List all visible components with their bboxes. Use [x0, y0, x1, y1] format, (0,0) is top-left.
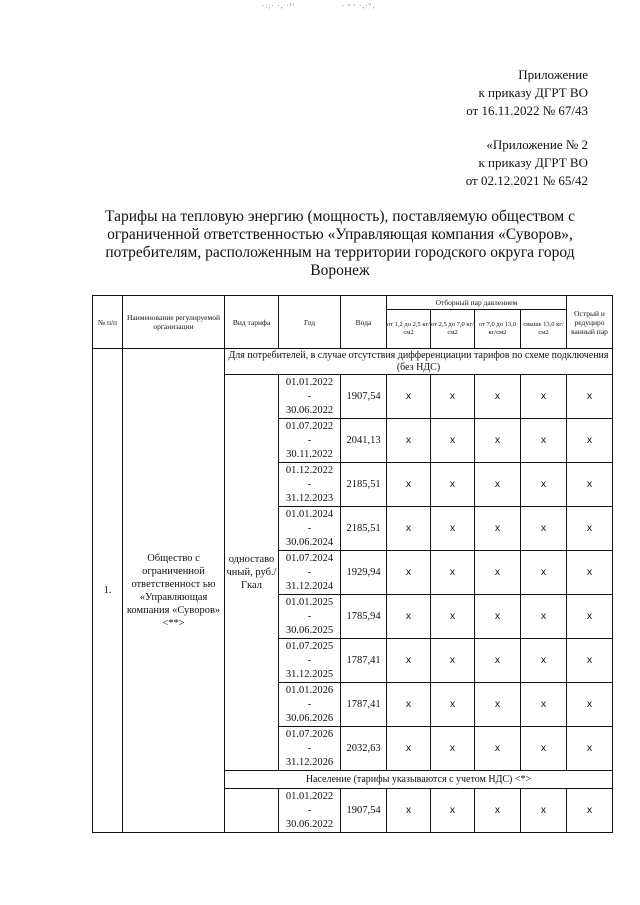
period-to: 31.12.2025 — [285, 668, 334, 680]
previous-order-date-number: от 02.12.2021 № 65/42 — [465, 173, 588, 188]
period-from: 01.01.2026 — [285, 684, 334, 696]
period-to: 31.12.2026 — [285, 756, 334, 768]
x-mark: x — [521, 507, 567, 551]
x-mark: x — [475, 789, 521, 833]
x-mark: x — [475, 639, 521, 683]
period-to: 30.06.2022 — [285, 818, 334, 830]
section-no-differentiation: Для потребителей, в случае отсутствия дифференциации тарифов по схеме подключения (без НДС) — [225, 349, 613, 375]
header-sharp-steam: Острый и редуциро ванный пар — [567, 296, 613, 349]
order-appendix-header — [466, 66, 588, 120]
appendix-label: Приложение — [518, 67, 588, 82]
x-mark: x — [521, 551, 567, 595]
x-mark: x — [431, 551, 475, 595]
x-mark: x — [567, 419, 613, 463]
period-dash: - — [307, 742, 312, 754]
x-mark: x — [431, 683, 475, 727]
water-tariff: 2032,63 — [341, 727, 387, 771]
period-from: 01.07.2024 — [285, 552, 334, 564]
header-tariff-type: Вид тарифа — [225, 296, 279, 349]
x-mark: x — [387, 507, 431, 551]
x-mark: x — [567, 727, 613, 771]
x-mark: x — [521, 683, 567, 727]
x-mark: x — [431, 419, 475, 463]
x-mark: x — [475, 375, 521, 419]
order-date-number: от 16.11.2022 № 67/43 — [466, 103, 588, 118]
period-from: 01.07.2025 — [285, 640, 334, 652]
period-from: 01.07.2026 — [285, 728, 334, 740]
header-number: № п/п — [93, 296, 123, 349]
period-from: 01.12.2022 — [285, 464, 334, 476]
scan-mark-right: · ᵃ ˢ ·,·°‚ — [342, 2, 376, 10]
x-mark: x — [387, 789, 431, 833]
period-to: 30.06.2024 — [285, 536, 334, 548]
x-mark: x — [475, 507, 521, 551]
period-from: 01.01.2022 — [285, 790, 334, 802]
x-mark: x — [567, 463, 613, 507]
water-tariff: 1787,41 — [341, 683, 387, 727]
x-mark: x — [431, 507, 475, 551]
x-mark: x — [431, 463, 475, 507]
header-steam-group: Отборный пар давлением — [387, 296, 567, 310]
period-dash: - — [307, 804, 312, 816]
period-cell — [279, 683, 341, 727]
period-cell — [279, 507, 341, 551]
header-water: Вода — [341, 296, 387, 349]
title-line: Тарифы на тепловую энергию (мощность), поставляемую обществом с — [105, 208, 575, 225]
period-dash: - — [307, 478, 312, 490]
period-cell — [279, 375, 341, 419]
period-dash: - — [307, 566, 312, 578]
x-mark: x — [387, 639, 431, 683]
row-number: 1. — [93, 349, 123, 833]
period-dash: - — [307, 610, 312, 622]
period-from: 01.01.2024 — [285, 508, 334, 520]
x-mark: x — [387, 419, 431, 463]
x-mark: x — [475, 727, 521, 771]
water-tariff: 1787,41 — [341, 639, 387, 683]
x-mark: x — [567, 595, 613, 639]
x-mark: x — [387, 683, 431, 727]
water-tariff: 2041,13 — [341, 419, 387, 463]
x-mark: x — [567, 639, 613, 683]
x-mark: x — [567, 375, 613, 419]
x-mark: x — [387, 551, 431, 595]
title-line: Воронеж — [310, 262, 370, 279]
order-reference: к приказу ДГРТ ВО — [478, 85, 588, 100]
x-mark: x — [521, 727, 567, 771]
x-mark: x — [431, 727, 475, 771]
period-cell — [279, 551, 341, 595]
previous-appendix-header — [466, 136, 588, 190]
x-mark: x — [431, 595, 475, 639]
x-mark: x — [387, 463, 431, 507]
x-mark: x — [475, 463, 521, 507]
x-mark: x — [387, 595, 431, 639]
period-dash: - — [307, 654, 312, 666]
water-tariff: 1929,94 — [341, 551, 387, 595]
x-mark: x — [567, 789, 613, 833]
period-from: 01.07.2022 — [285, 420, 334, 432]
previous-order-reference: к приказу ДГРТ ВО — [478, 155, 588, 170]
period-to: 30.11.2022 — [286, 448, 333, 460]
x-mark: x — [521, 595, 567, 639]
section-population: Население (тарифы указываются с учетом НДС) <*> — [225, 771, 613, 789]
water-tariff: 2185,51 — [341, 463, 387, 507]
period-to: 30.06.2025 — [285, 624, 334, 636]
period-cell — [279, 463, 341, 507]
period-cell — [279, 419, 341, 463]
x-mark: x — [387, 375, 431, 419]
x-mark: x — [475, 551, 521, 595]
header-year: Год — [279, 296, 341, 349]
title-line: ограниченной ответственностью «Управляющая компания «Суворов», — [107, 226, 573, 243]
period-dash: - — [307, 390, 312, 402]
period-from: 01.01.2025 — [285, 596, 334, 608]
x-mark: x — [521, 419, 567, 463]
tariff-type-empty — [225, 789, 279, 833]
x-mark: x — [521, 463, 567, 507]
period-dash: - — [307, 434, 312, 446]
title-line: потребителям, расположенным на территории городского округа город — [105, 244, 575, 261]
x-mark: x — [567, 507, 613, 551]
document-title — [105, 208, 575, 280]
water-tariff: 1907,54 — [341, 789, 387, 833]
x-mark: x — [475, 595, 521, 639]
header-organization: Наименование регулируемой организации — [123, 296, 225, 349]
water-tariff: 2185,51 — [341, 507, 387, 551]
water-tariff: 1785,94 — [341, 595, 387, 639]
appendix-2-label: «Приложение № 2 — [486, 137, 588, 152]
organization-name: Общество с ограниченной ответственност ью «Управляющая компания «Суворов» <**> — [123, 349, 225, 833]
tariff-type: одноставо чный, руб./Гкал — [225, 375, 279, 771]
scan-mark-left: ·:;· ·, ·¹ᴵ — [262, 2, 295, 10]
header-steam-1: от 1,2 до 2,5 кг/см2 — [387, 310, 431, 349]
period-to: 30.06.2026 — [285, 712, 334, 724]
x-mark: x — [521, 639, 567, 683]
header-steam-2: от 2,5 до 7,0 кг/см2 — [431, 310, 475, 349]
x-mark: x — [521, 789, 567, 833]
x-mark: x — [567, 683, 613, 727]
x-mark: x — [475, 419, 521, 463]
header-steam-3: от 7,0 до 13,0 кг/см2 — [475, 310, 521, 349]
period-cell — [279, 789, 341, 833]
water-tariff: 1907,54 — [341, 375, 387, 419]
period-to: 31.12.2024 — [285, 580, 334, 592]
x-mark: x — [431, 375, 475, 419]
x-mark: x — [431, 789, 475, 833]
header-steam-4: свыше 13,0 кг/см2 — [521, 310, 567, 349]
period-cell — [279, 639, 341, 683]
period-cell — [279, 727, 341, 771]
x-mark: x — [521, 375, 567, 419]
period-to: 31.12.2023 — [285, 492, 334, 504]
period-cell — [279, 595, 341, 639]
period-dash: - — [307, 698, 312, 710]
period-dash: - — [307, 522, 312, 534]
tariff-table — [92, 295, 613, 833]
period-to: 30.06.2022 — [285, 404, 334, 416]
x-mark: x — [431, 639, 475, 683]
x-mark: x — [475, 683, 521, 727]
x-mark: x — [567, 551, 613, 595]
x-mark: x — [387, 727, 431, 771]
period-from: 01.01.2022 — [285, 376, 334, 388]
